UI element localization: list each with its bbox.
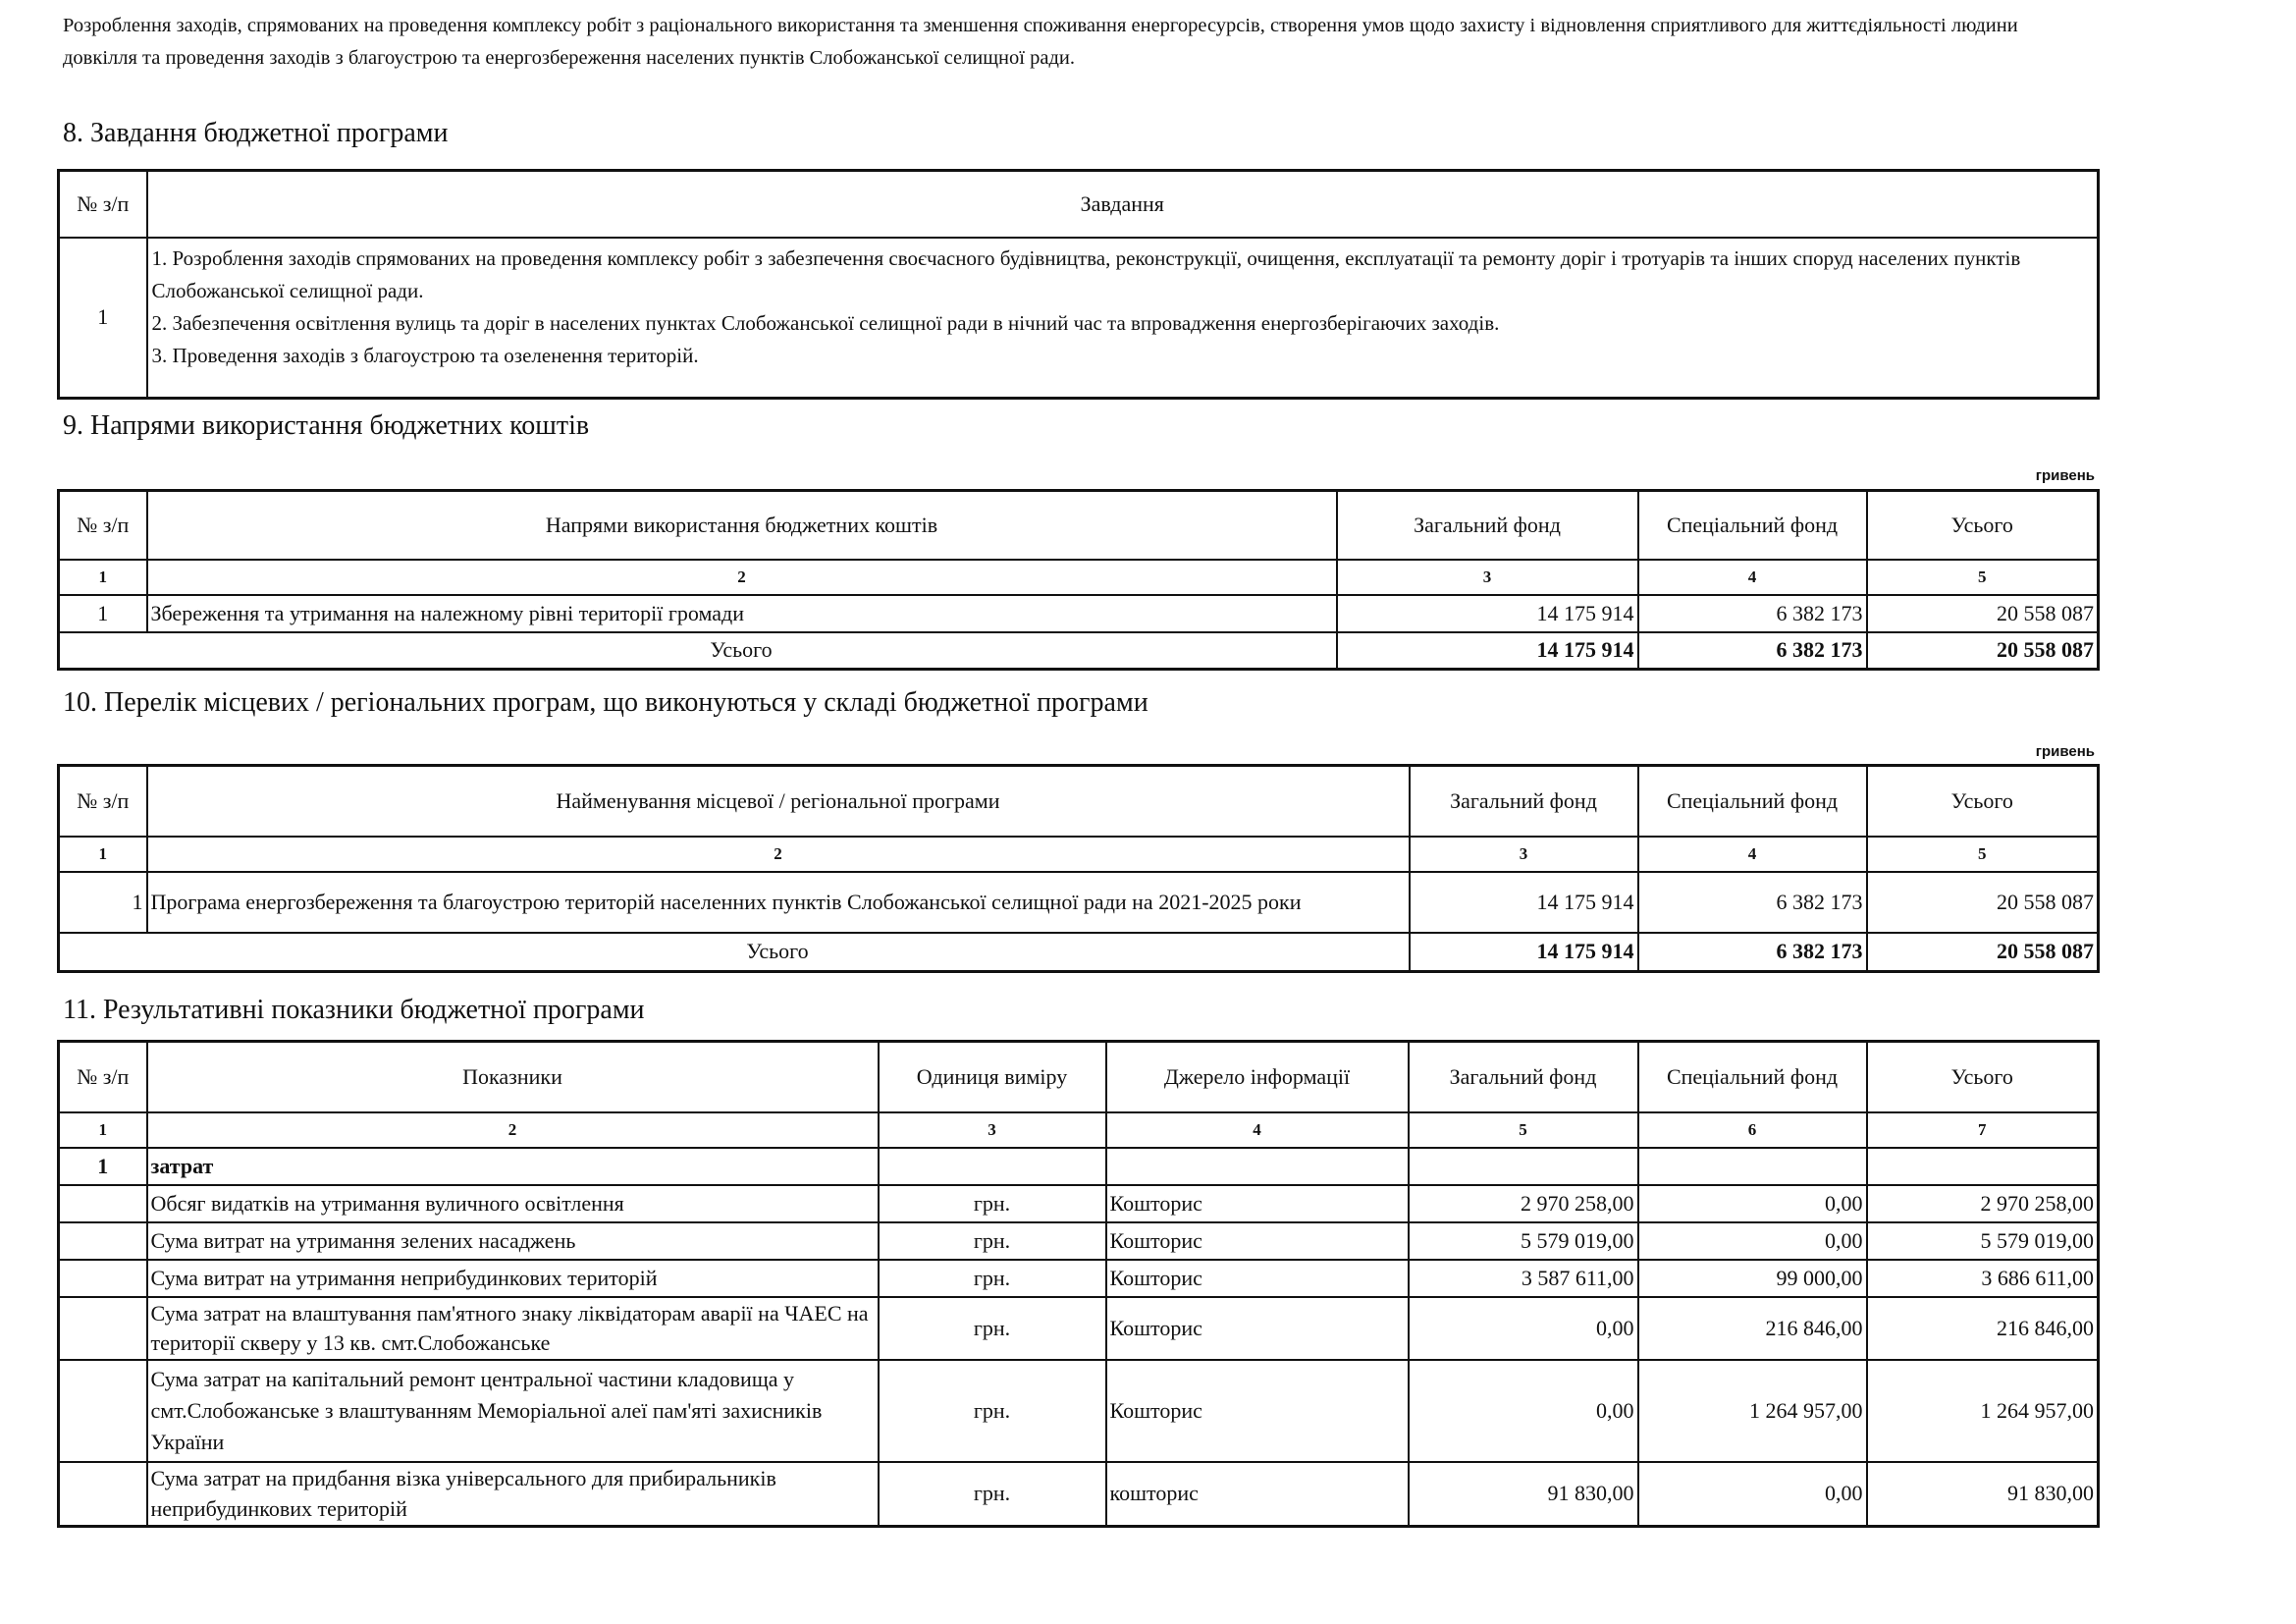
special-fund-value: 216 846,00 [1638,1297,1867,1360]
group-row [59,1148,2099,1185]
tasks-table [57,169,2100,400]
table-row [59,1462,2099,1527]
index-cell: 5 [1409,1112,1638,1148]
index-cell: 1 [59,1112,147,1148]
index-cell: 2 [147,837,1410,872]
total-value: 91 830,00 [1867,1462,2099,1527]
total-value: 5 579 019,00 [1867,1222,2099,1260]
table-row [59,872,2099,933]
special-fund-value: 0,00 [1638,1185,1867,1222]
general-fund-total: 14 175 914 [1410,933,1638,972]
special-fund-value: 6 382 173 [1638,872,1867,933]
indicator-name: Обсяг видатків на утримання вуличного освітлення [147,1185,879,1222]
col-total-header: Усього [1867,1042,2099,1112]
indicator-name: Сума затрат на придбання візка універсального для прибиральників неприбудинкових територій [147,1462,879,1527]
program-goal-text: Розроблення заходів, спрямованих на проведення комплексу робіт з раціонального використання та зменшення споживання енергоресурсів, створення умов щодо захисту і відновлення сприятливого для життєдіяльності людини довкілля та проведення заходів з благоустрою та енергозбереження населених пунктів Слобожанської селищної ради. [63,15,2018,69]
unit-cell: грн. [879,1185,1106,1222]
indicator-name: Сума витрат на утримання неприбудинкових територій [147,1260,879,1297]
row-number: 1 [59,872,147,933]
section-11-title: 11. Результативні показники бюджетної програми [63,995,645,1025]
table-row [59,1297,2099,1360]
total-value: 2 970 258,00 [1867,1185,2099,1222]
grand-total: 20 558 087 [1867,933,2099,972]
task-item: 2. Забезпечення освітлення вулиць та доріг в населених пунктах Слобожанської селищної ради в нічний час та впровадження енергозберігаючих заходів. [151,310,1500,335]
source-cell: Кошторис [1106,1222,1409,1260]
table-row [59,595,2099,632]
indicator-name: Сума затрат на капітальний ремонт центральної частини кладовища у смт.Слобожанське з влаштуванням Меморіальної алеї пам'яті захисників України [147,1360,879,1462]
unit-cell: грн. [879,1462,1106,1527]
col-general-fund-header: Загальний фонд [1410,766,1638,837]
col-direction-header: Напрями використання бюджетних коштів [147,491,1337,560]
table-row [59,238,2099,399]
index-cell: 3 [1410,837,1638,872]
group-number: 1 [59,1148,147,1185]
total-value: 216 846,00 [1867,1297,2099,1360]
col-no-header: № з/п [59,1042,147,1112]
total-label: Усього [147,632,1337,670]
task-item: 1. Розроблення заходів спрямованих на проведення комплексу робіт з забезпечення своєчасного будівництва, реконструкції, очищення, експлуатації та ремонту доріг і тротуарів та інших споруд населених пунктів Слобожанської селищної ради. [151,245,2021,302]
table-row [59,1222,2099,1260]
performance-indicators-table [57,1040,2100,1528]
indicator-name: Сума витрат на утримання зелених насаджень [147,1222,879,1260]
general-fund-value: 0,00 [1409,1297,1638,1360]
table-row [59,1185,2099,1222]
index-cell: 1 [59,837,147,872]
general-fund-value: 0,00 [1409,1360,1638,1462]
total-label: Усього [147,933,1410,972]
budget-directions-table [57,489,2100,671]
table-header-row [59,491,2099,560]
indicator-name: Сума затрат на влаштування пам'ятного знаку ліквідаторам аварії на ЧАЕС на території скверу у 13 кв. смт.Слобожанське [147,1297,879,1360]
special-fund-value: 6 382 173 [1638,595,1867,632]
column-index-row [59,1112,2099,1148]
grand-total: 20 558 087 [1867,632,2099,670]
col-program-header: Найменування місцевої / регіональної програми [147,766,1410,837]
row-number: 1 [59,238,147,399]
total-row [59,933,2099,972]
source-cell: Кошторис [1106,1297,1409,1360]
general-fund-value: 3 587 611,00 [1409,1260,1638,1297]
total-value: 3 686 611,00 [1867,1260,2099,1297]
unit-cell: грн. [879,1297,1106,1360]
index-cell: 2 [147,1112,879,1148]
general-fund-value: 14 175 914 [1337,595,1638,632]
index-cell: 3 [879,1112,1106,1148]
index-cell: 5 [1867,560,2099,595]
table-header-row [59,1042,2099,1112]
index-cell: 5 [1867,837,2099,872]
unit-cell: грн. [879,1360,1106,1462]
general-fund-value: 2 970 258,00 [1409,1185,1638,1222]
index-cell: 4 [1638,837,1867,872]
index-cell: 4 [1638,560,1867,595]
general-fund-value: 14 175 914 [1410,872,1638,933]
special-fund-value: 0,00 [1638,1222,1867,1260]
column-index-row [59,837,2099,872]
special-fund-value: 1 264 957,00 [1638,1360,1867,1462]
source-cell: Кошторис [1106,1185,1409,1222]
col-no-header: № з/п [59,491,147,560]
col-indicator-header: Показники [147,1042,879,1112]
index-cell: 6 [1638,1112,1867,1148]
local-programs-table [57,764,2100,973]
col-no-header: № з/п [59,171,147,238]
task-item: 3. Проведення заходів з благоустрою та озеленення територій. [151,343,699,367]
general-fund-value: 5 579 019,00 [1409,1222,1638,1260]
col-total-header: Усього [1867,766,2099,837]
col-special-fund-header: Спеціальний фонд [1638,766,1867,837]
table-header-row [59,171,2099,238]
section-9-title: 9. Напрями використання бюджетних коштів [63,410,590,441]
row-number: 1 [59,595,147,632]
total-value: 20 558 087 [1867,872,2099,933]
col-unit-header: Одиниця виміру [879,1042,1106,1112]
table-row [59,1260,2099,1297]
col-special-fund-header: Спеціальний фонд [1638,491,1867,560]
total-row [59,632,2099,670]
direction-name: Збереження та утримання на належному рівні території громади [147,595,1337,632]
table-header-row [59,766,2099,837]
index-cell: 1 [59,560,147,595]
col-task-header: Завдання [147,171,2099,238]
col-general-fund-header: Загальний фонд [1409,1042,1638,1112]
currency-unit: гривень [2035,743,2095,760]
group-label: затрат [147,1148,879,1185]
unit-cell: грн. [879,1260,1106,1297]
section-8-title: 8. Завдання бюджетної програми [63,118,449,148]
col-source-header: Джерело інформації [1106,1042,1409,1112]
source-cell: Кошторис [1106,1260,1409,1297]
source-cell: Кошторис [1106,1360,1409,1462]
unit-cell: грн. [879,1222,1106,1260]
total-value: 20 558 087 [1867,595,2099,632]
col-no-header: № з/п [59,766,147,837]
general-fund-total: 14 175 914 [1337,632,1638,670]
currency-unit: гривень [2035,467,2095,484]
table-row [59,1360,2099,1462]
index-cell: 2 [147,560,1337,595]
index-cell: 3 [1337,560,1638,595]
index-cell: 7 [1867,1112,2099,1148]
special-fund-value: 99 000,00 [1638,1260,1867,1297]
section-10-title: 10. Перелік місцевих / регіональних програм, що виконуються у складі бюджетної програми [63,687,1148,718]
col-general-fund-header: Загальний фонд [1337,491,1638,560]
program-name: Програма енергозбереження та благоустрою територій населенних пунктів Слобожанської селищної ради на 2021-2025 роки [147,872,1410,933]
general-fund-value: 91 830,00 [1409,1462,1638,1527]
total-value: 1 264 957,00 [1867,1360,2099,1462]
col-total-header: Усього [1867,491,2099,560]
special-fund-value: 0,00 [1638,1462,1867,1527]
index-cell: 4 [1106,1112,1409,1148]
task-list [147,238,2099,399]
special-fund-total: 6 382 173 [1638,933,1867,972]
col-special-fund-header: Спеціальний фонд [1638,1042,1867,1112]
column-index-row [59,560,2099,595]
special-fund-total: 6 382 173 [1638,632,1867,670]
source-cell: кошторис [1106,1462,1409,1527]
